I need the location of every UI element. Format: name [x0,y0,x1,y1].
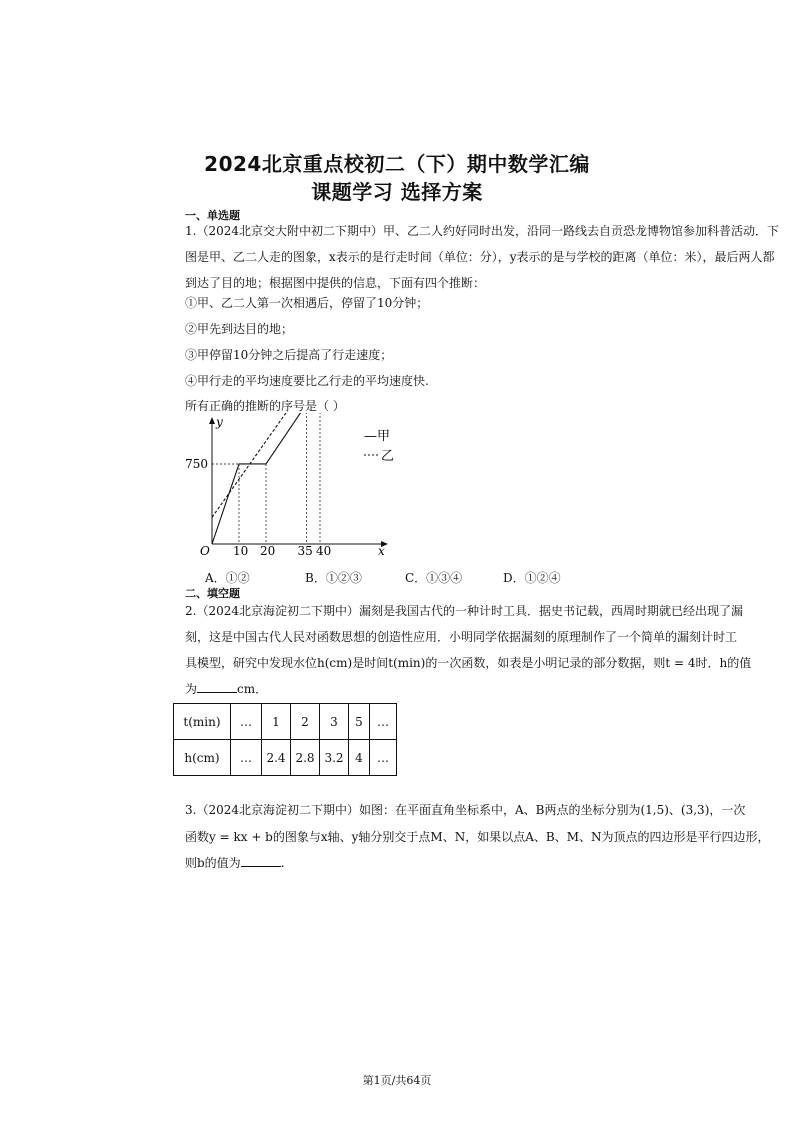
y-axis-arrow [209,417,215,424]
q3-line-3 [185,854,285,871]
x-axis-label: x [378,544,385,558]
page-footer: 第1页/共64页 [362,1074,432,1087]
table-cell: … [370,704,397,740]
y-tick-label: 750 [185,456,208,471]
q2-line-4 [185,680,267,697]
q1-option-c[interactable]: C．①③④ [405,571,463,585]
q2-line-3: 具模型，研究中发现水位h(cm)是时间t(min)的一次函数，如表是小明记录的部分数据，则t = 4时．h的值 [185,656,752,670]
doc-title-line1: 2024北京重点校初二（下）期中数学汇编 [204,152,590,176]
table-cell: 5 [349,704,370,740]
x-tick-label: 20 [260,544,276,558]
table-cell: 2.8 [291,740,320,776]
table-row [174,704,397,740]
doc-title-line2: 课题学习 选择方案 [311,180,483,204]
legend-entry-yi: 乙 [381,449,395,464]
table-cell: h(cm) [174,740,231,776]
q3-answer-blank[interactable] [241,855,281,867]
q2-answer-blank[interactable] [197,681,237,693]
q1-distance-time-chart [180,413,410,563]
q1-item-4: ④甲行走的平均速度要比乙行走的平均速度快. [185,374,429,388]
table-cell: 1 [262,704,291,740]
q1-stem: 1.（2024北京交大附中初二下期中）甲、乙二人约好同时出发，沿同一路线去自贡恐龙博物馆参加科普活动．下图是甲、乙二人走的图象，x表示的是行走时间（单位：分），y表示的是与学校的距离（单位：米），最后两人都到达了目的地；根据图中提供的信息，下面有四个推断： [185,224,779,290]
section-heading-fill-in: 二、填空题 [185,587,240,600]
x-tick-label: 40 [316,544,332,558]
table-cell: … [231,740,262,776]
q3-line-3-prefix: 则b的值为 [185,856,241,870]
q1-option-b[interactable]: B．①②③ [305,571,362,585]
table-cell: … [231,704,262,740]
y-axis-label: y [216,415,223,429]
x-tick-label: 35 [297,544,313,558]
q1-item-2: ②甲先到达目的地； [185,322,294,336]
q3-line-1: 3.（2024北京海淀初二下期中）如图：在平面直角坐标系中，A、B两点的坐标分别为(1,5)、(3,3)，一次 [185,803,746,817]
table-cell: 4 [349,740,370,776]
q1-option-a[interactable]: A．①② [205,571,250,585]
q2-data-table [173,703,397,776]
table-cell: 3 [320,704,349,740]
section-heading-single-choice: 一、单选题 [185,209,240,222]
q2-line-4-suffix: cm． [237,682,268,696]
q3-line-2: 函数y = kx + b的图象与x轴、y轴分别交于点M、N，如果以点A、B、M、N为顶点的四边形是平行四边形， [185,830,770,844]
q1-option-d[interactable]: D．①②④ [503,571,561,585]
q3-line-3-suffix: . [280,856,285,870]
table-cell: 2 [291,704,320,740]
table-cell: 2.4 [262,740,291,776]
q1-item-3: ③甲停留10分钟之后提高了行走速度； [185,348,393,362]
q2-line-2: 刻，这是中国古代人民对函数思想的创造性应用．小明同学依据漏刻的原理制作了一个简单的漏刻计时工 [185,630,738,644]
q1-question: 所有正确的推断的序号是（ ） [185,399,345,413]
table-cell: t(min) [174,704,231,740]
q1-item-1: ①甲、乙二人第一次相遇后，停留了10分钟； [185,296,429,310]
origin-label: O [200,544,210,558]
table-cell: 3.2 [320,740,349,776]
table-cell: … [370,740,397,776]
legend-entry-jia: —甲 [364,429,391,444]
x-tick-label: 10 [233,544,249,558]
q2-line-1: 2.（2024北京海淀初二下期中）漏刻是我国古代的一种计时工具．据史书记载，西周时期就已经出现了漏 [185,604,743,618]
table-row [174,740,397,776]
q2-line-4-prefix: 为 [185,682,198,696]
